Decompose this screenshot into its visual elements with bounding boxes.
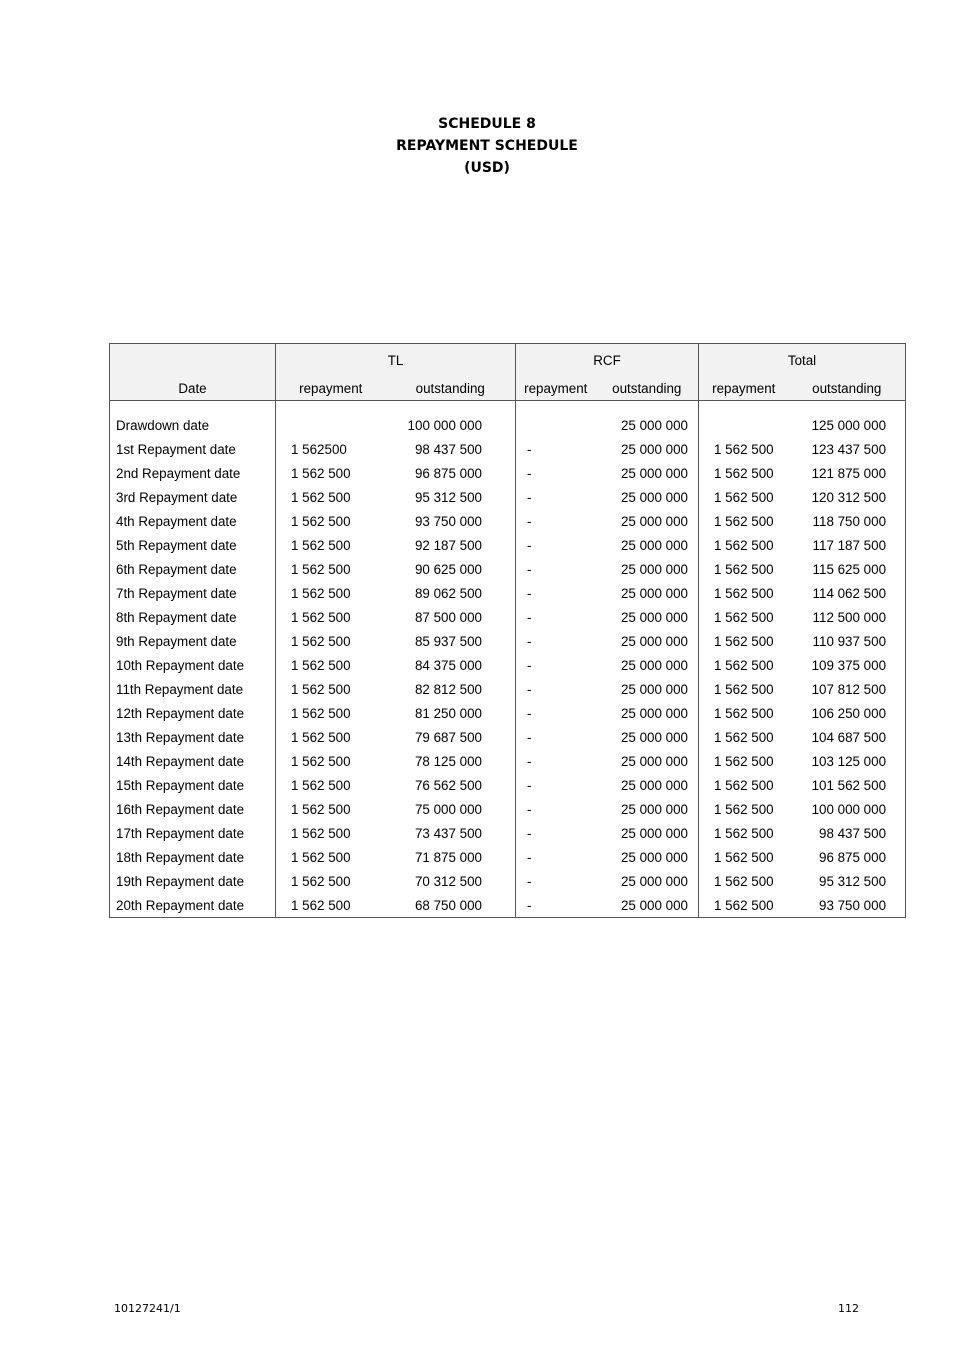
total-repayment-header: repayment	[699, 376, 789, 401]
total-outstanding-cell: 117 187 500	[789, 533, 906, 557]
tl-outstanding-cell: 76 562 500	[386, 773, 516, 797]
rcf-repayment-cell: -	[527, 609, 532, 625]
total-repayment-cell: 1 562 500	[714, 441, 774, 457]
rcf-outstanding-cell: 25 000 000	[596, 653, 699, 677]
total-repayment-cell: 1 562 500	[714, 729, 774, 745]
rcf-outstanding-cell: 25 000 000	[596, 725, 699, 749]
total-outstanding-cell: 95 312 500	[789, 869, 906, 893]
table-row	[110, 461, 906, 485]
date-cell: 13th Repayment date	[110, 725, 276, 749]
table-row	[110, 677, 906, 701]
rcf-group-header: RCF	[516, 344, 699, 377]
total-repayment-cell: 1 562 500	[714, 633, 774, 649]
rcf-repayment-cell: -	[527, 561, 532, 577]
date-cell: 8th Repayment date	[110, 605, 276, 629]
rcf-repayment-cell: -	[516, 893, 596, 918]
tl-outstanding-cell: 70 312 500	[386, 869, 516, 893]
rcf-repayment-cell: -	[527, 537, 532, 553]
tl-outstanding-cell: 68 750 000	[386, 893, 516, 918]
date-cell: 1st Repayment date	[110, 437, 276, 461]
tl-outstanding-header: outstanding	[386, 376, 516, 401]
total-repayment-cell: 1 562 500	[714, 801, 774, 817]
total-group-header: Total	[699, 344, 906, 377]
tl-outstanding-cell: 73 437 500	[386, 821, 516, 845]
table-row	[110, 701, 906, 725]
total-repayment-cell: 1 562 500	[714, 825, 774, 841]
column-header-row	[110, 376, 906, 401]
schedule-heading	[0, 113, 965, 179]
total-outstanding-cell: 107 812 500	[789, 677, 906, 701]
rcf-repayment-cell: -	[527, 705, 532, 721]
date-cell: 11th Repayment date	[110, 677, 276, 701]
rcf-outstanding-cell: 25 000 000	[596, 821, 699, 845]
total-outstanding-cell: 93 750 000	[789, 893, 906, 918]
total-outstanding-cell: 103 125 000	[789, 749, 906, 773]
total-outstanding-cell: 106 250 000	[789, 701, 906, 725]
rcf-repayment-cell: -	[527, 441, 532, 457]
table-row	[110, 893, 906, 918]
rcf-outstanding-cell: 25 000 000	[596, 845, 699, 869]
tl-outstanding-cell: 81 250 000	[386, 701, 516, 725]
table-row	[110, 509, 906, 533]
rcf-outstanding-cell: 25 000 000	[596, 533, 699, 557]
tl-repayment-cell: 1 562 500	[291, 753, 351, 769]
total-repayment-cell: 1 562 500	[714, 849, 774, 865]
tl-outstanding-cell: 84 375 000	[386, 653, 516, 677]
tl-group-header: TL	[276, 344, 516, 377]
total-outstanding-cell: 118 750 000	[789, 509, 906, 533]
table-row	[110, 413, 906, 437]
tl-repayment-cell: 1 562 500	[291, 729, 351, 745]
total-repayment-cell: 1 562 500	[714, 873, 774, 889]
date-cell: 4th Repayment date	[110, 509, 276, 533]
tl-repayment-cell: 1 562 500	[291, 849, 351, 865]
tl-outstanding-cell: 95 312 500	[386, 485, 516, 509]
tl-outstanding-cell: 85 937 500	[386, 629, 516, 653]
tl-repayment-cell: 1 562 500	[291, 681, 351, 697]
rcf-outstanding-cell: 25 000 000	[596, 581, 699, 605]
tl-repayment-cell: 1 562 500	[291, 561, 351, 577]
tl-repayment-cell: 1 562 500	[291, 465, 351, 481]
tl-outstanding-cell: 93 750 000	[386, 509, 516, 533]
rcf-outstanding-cell: 25 000 000	[596, 773, 699, 797]
date-cell: 15th Repayment date	[110, 773, 276, 797]
tl-outstanding-cell: 82 812 500	[386, 677, 516, 701]
table-row	[110, 557, 906, 581]
tl-repayment-header: repayment	[276, 376, 386, 401]
total-repayment-cell: 1 562 500	[714, 489, 774, 505]
date-cell: 9th Repayment date	[110, 629, 276, 653]
total-outstanding-cell: 121 875 000	[789, 461, 906, 485]
schedule-title: SCHEDULE 8	[438, 116, 536, 132]
tl-repayment-cell: 1 562 500	[291, 777, 351, 793]
rcf-outstanding-cell: 25 000 000	[596, 797, 699, 821]
tl-repayment-cell: 1 562 500	[291, 537, 351, 553]
date-cell: 6th Repayment date	[110, 557, 276, 581]
table-row	[110, 725, 906, 749]
total-outstanding-cell: 98 437 500	[789, 821, 906, 845]
tl-repayment-cell: 1 562 500	[291, 801, 351, 817]
total-repayment-cell: 1 562 500	[714, 681, 774, 697]
tl-repayment-cell	[276, 413, 386, 437]
rcf-outstanding-header: outstanding	[596, 376, 699, 401]
rcf-outstanding-cell: 25 000 000	[596, 677, 699, 701]
total-outstanding-cell: 109 375 000	[789, 653, 906, 677]
tl-outstanding-cell: 92 187 500	[386, 533, 516, 557]
total-repayment-cell: 1 562 500	[714, 657, 774, 673]
date-cell: 20th Repayment date	[110, 893, 276, 918]
rcf-repayment-cell: -	[527, 825, 532, 841]
table-row	[110, 437, 906, 461]
tl-outstanding-cell: 100 000 000	[386, 413, 516, 437]
rcf-repayment-cell: -	[527, 633, 532, 649]
rcf-outstanding-cell: 25 000 000	[596, 437, 699, 461]
tl-outstanding-cell: 90 625 000	[386, 557, 516, 581]
rcf-repayment-cell: -	[527, 729, 532, 745]
tl-outstanding-cell: 75 000 000	[386, 797, 516, 821]
table-row	[110, 797, 906, 821]
rcf-repayment-cell: -	[527, 681, 532, 697]
tl-repayment-cell: 1 562 500	[291, 657, 351, 673]
total-outstanding-header: outstanding	[789, 376, 906, 401]
rcf-outstanding-cell: 25 000 000	[596, 509, 699, 533]
tl-repayment-cell: 1 562 500	[276, 893, 386, 918]
rcf-outstanding-cell: 25 000 000	[596, 869, 699, 893]
date-cell: 19th Repayment date	[110, 869, 276, 893]
rcf-outstanding-cell: 25 000 000	[596, 893, 699, 918]
total-outstanding-cell: 114 062 500	[789, 581, 906, 605]
rcf-repayment-cell	[516, 413, 596, 437]
date-column-header: Date	[110, 376, 276, 401]
tl-outstanding-cell: 78 125 000	[386, 749, 516, 773]
rcf-repayment-cell: -	[527, 657, 532, 673]
tl-repayment-cell: 1 562 500	[291, 825, 351, 841]
rcf-outstanding-cell: 25 000 000	[596, 557, 699, 581]
repayment-schedule-table	[109, 343, 906, 918]
total-repayment-cell: 1 562 500	[714, 705, 774, 721]
total-outstanding-cell: 112 500 000	[789, 605, 906, 629]
date-group-header	[110, 344, 276, 377]
table-row	[110, 533, 906, 557]
page-number: 112	[838, 1302, 859, 1315]
table-row	[110, 485, 906, 509]
total-outstanding-cell: 96 875 000	[789, 845, 906, 869]
group-header-row	[110, 344, 906, 377]
date-cell: 12th Repayment date	[110, 701, 276, 725]
tl-repayment-cell: 1 562 500	[291, 633, 351, 649]
total-repayment-cell: 1 562 500	[714, 777, 774, 793]
rcf-outstanding-cell: 25 000 000	[596, 461, 699, 485]
schedule-subtitle: REPAYMENT SCHEDULE	[396, 138, 578, 154]
tl-repayment-cell: 1 562 500	[291, 705, 351, 721]
table-spacer-row	[110, 401, 906, 414]
total-repayment-cell: 1 562 500	[714, 465, 774, 481]
rcf-outstanding-cell: 25 000 000	[596, 749, 699, 773]
date-cell: 7th Repayment date	[110, 581, 276, 605]
total-outstanding-cell: 123 437 500	[789, 437, 906, 461]
rcf-repayment-cell: -	[527, 585, 532, 601]
total-outstanding-cell: 125 000 000	[789, 413, 906, 437]
currency-label: (USD)	[464, 160, 510, 176]
rcf-repayment-cell: -	[527, 777, 532, 793]
document-reference: 10127241/1	[114, 1302, 181, 1315]
tl-outstanding-cell: 87 500 000	[386, 605, 516, 629]
total-repayment-cell: 1 562 500	[714, 561, 774, 577]
table-row	[110, 845, 906, 869]
rcf-outstanding-cell: 25 000 000	[596, 605, 699, 629]
total-repayment-cell: 1 562 500	[714, 609, 774, 625]
tl-repayment-cell: 1 562 500	[291, 489, 351, 505]
rcf-repayment-cell: -	[527, 753, 532, 769]
tl-repayment-cell: 1 562 500	[291, 609, 351, 625]
total-outstanding-cell: 120 312 500	[789, 485, 906, 509]
rcf-repayment-cell: -	[527, 513, 532, 529]
total-outstanding-cell: 100 000 000	[789, 797, 906, 821]
date-cell: Drawdown date	[110, 413, 276, 437]
date-cell: 17th Repayment date	[110, 821, 276, 845]
table-row	[110, 605, 906, 629]
date-cell: 18th Repayment date	[110, 845, 276, 869]
rcf-repayment-cell: -	[527, 489, 532, 505]
rcf-repayment-cell: -	[527, 465, 532, 481]
date-cell: 14th Repayment date	[110, 749, 276, 773]
table-row	[110, 773, 906, 797]
table-row	[110, 629, 906, 653]
date-cell: 5th Repayment date	[110, 533, 276, 557]
tl-repayment-cell: 1 562 500	[291, 873, 351, 889]
tl-repayment-cell: 1 562500	[291, 441, 347, 457]
total-outstanding-cell: 101 562 500	[789, 773, 906, 797]
table-row	[110, 749, 906, 773]
rcf-repayment-cell: -	[527, 873, 532, 889]
rcf-outstanding-cell: 25 000 000	[596, 629, 699, 653]
rcf-repayment-cell: -	[527, 801, 532, 817]
tl-outstanding-cell: 96 875 000	[386, 461, 516, 485]
total-repayment-cell: 1 562 500	[714, 537, 774, 553]
total-repayment-cell: 1 562 500	[714, 513, 774, 529]
table-row	[110, 869, 906, 893]
tl-outstanding-cell: 98 437 500	[386, 437, 516, 461]
table-row	[110, 581, 906, 605]
rcf-outstanding-cell: 25 000 000	[596, 485, 699, 509]
date-cell: 10th Repayment date	[110, 653, 276, 677]
rcf-repayment-header: repayment	[516, 376, 596, 401]
date-cell: 16th Repayment date	[110, 797, 276, 821]
total-repayment-cell	[699, 413, 789, 437]
tl-repayment-cell: 1 562 500	[291, 513, 351, 529]
tl-outstanding-cell: 71 875 000	[386, 845, 516, 869]
total-outstanding-cell: 115 625 000	[789, 557, 906, 581]
rcf-outstanding-cell: 25 000 000	[596, 701, 699, 725]
date-cell: 3rd Repayment date	[110, 485, 276, 509]
tl-repayment-cell: 1 562 500	[291, 585, 351, 601]
table-row	[110, 653, 906, 677]
table-row	[110, 821, 906, 845]
total-repayment-cell: 1 562 500	[699, 893, 789, 918]
total-repayment-cell: 1 562 500	[714, 585, 774, 601]
total-outstanding-cell: 110 937 500	[789, 629, 906, 653]
date-cell: 2nd Repayment date	[110, 461, 276, 485]
rcf-outstanding-cell: 25 000 000	[596, 413, 699, 437]
total-outstanding-cell: 104 687 500	[789, 725, 906, 749]
total-repayment-cell: 1 562 500	[714, 753, 774, 769]
rcf-repayment-cell: -	[527, 849, 532, 865]
tl-outstanding-cell: 79 687 500	[386, 725, 516, 749]
tl-outstanding-cell: 89 062 500	[386, 581, 516, 605]
